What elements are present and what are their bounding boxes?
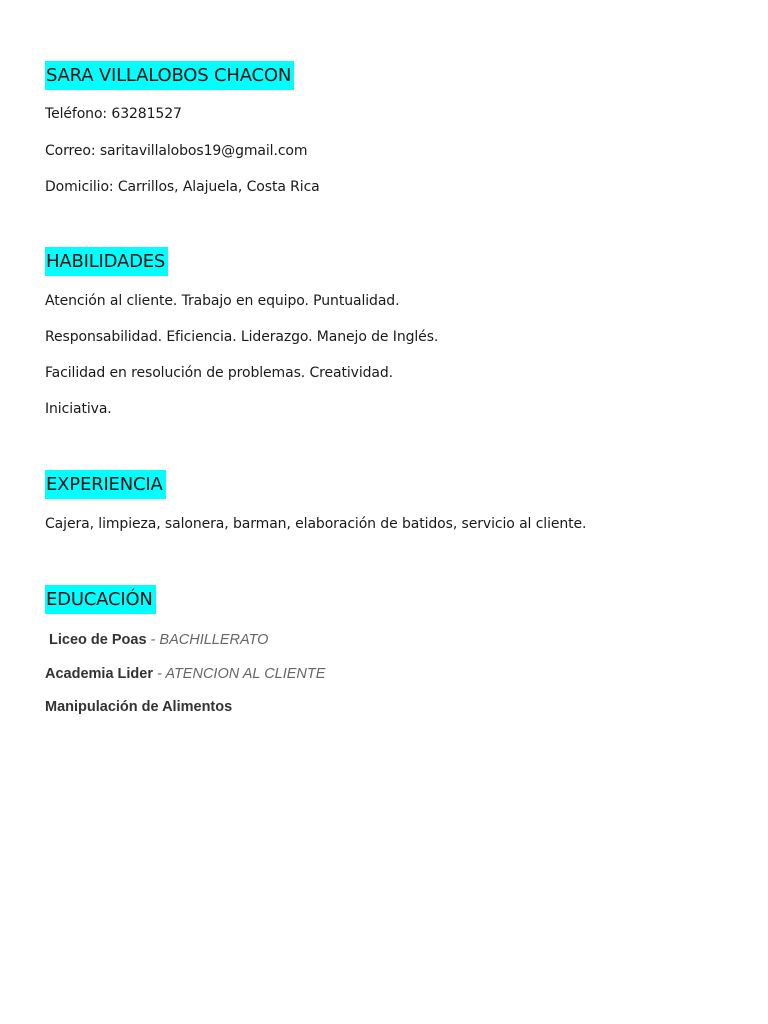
education-separator: - xyxy=(146,632,160,648)
education-separator: - xyxy=(153,666,166,682)
education-heading: EDUCACIÓN xyxy=(45,585,156,614)
education-institution: Academia Lider xyxy=(45,666,153,682)
education-item xyxy=(45,698,232,716)
education-institution: Liceo de Poas xyxy=(49,632,147,648)
education-degree: BACHILLERATO xyxy=(159,632,269,648)
experience-text: Cajera, limpieza, salonera, barman, elaboración de batidos, servicio al cliente. xyxy=(45,516,587,532)
education-degree: ATENCION AL CLIENTE xyxy=(165,666,326,682)
skills-line: Atención al cliente. Trabajo en equipo. Puntualidad. xyxy=(45,293,400,309)
skills-line: Facilidad en resolución de problemas. Creatividad. xyxy=(45,365,394,381)
resume-name-heading: SARA VILLALOBOS CHACON xyxy=(45,61,294,90)
address-line: Domicilio: Carrillos, Alajuela, Costa Rica xyxy=(45,179,320,195)
skills-line: Responsabilidad. Eficiencia. Liderazgo. Manejo de Inglés. xyxy=(45,329,439,345)
education-institution: Manipulación de Alimentos xyxy=(45,699,233,715)
experience-heading: EXPERIENCIA xyxy=(45,470,166,499)
email-line: Correo: saritavillalobos19@gmail.com xyxy=(45,143,308,159)
education-item xyxy=(49,631,268,649)
skills-heading: HABILIDADES xyxy=(45,247,168,276)
skills-line: Iniciativa. xyxy=(45,401,112,417)
phone-line: Teléfono: 63281527 xyxy=(45,106,182,122)
education-item xyxy=(45,665,325,683)
